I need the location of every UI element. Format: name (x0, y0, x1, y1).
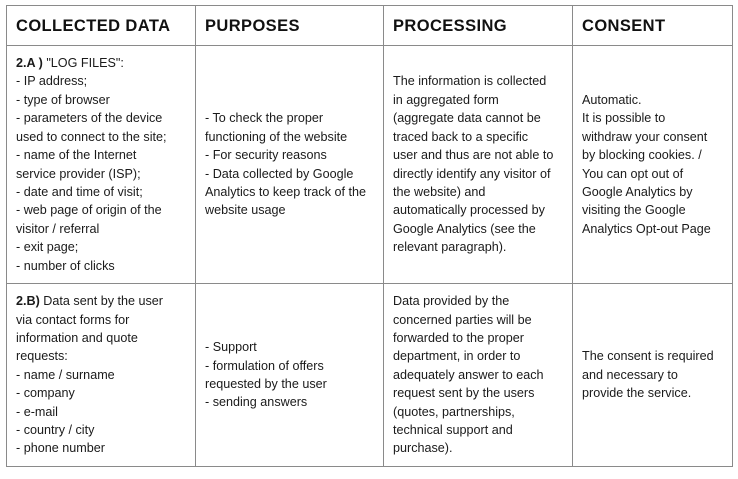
section-title: "LOG FILES": (42, 56, 124, 71)
processing-line: Data provided by the (393, 294, 510, 309)
header-processing: PROCESSING (384, 6, 573, 46)
purpose-line: - To check the proper (205, 111, 324, 126)
collected-line: - phone number (16, 441, 105, 456)
purpose-line: - sending answers (205, 395, 308, 410)
collected-line: used to connect to the site; (16, 129, 167, 144)
consent-line: You can opt out of (582, 166, 684, 181)
section-heading (16, 54, 191, 72)
collected-line: - number of clicks (16, 258, 115, 273)
consent-line: The consent is required (582, 349, 714, 364)
section-number: 2.B) (16, 294, 40, 309)
section-heading (16, 292, 191, 310)
consent-line: visiting the Google (582, 203, 686, 218)
collected-line: - company (16, 386, 75, 401)
collected-line: - exit page; (16, 240, 79, 255)
processing-line: adequately answer to each (393, 367, 544, 382)
table-row (7, 46, 733, 284)
consent-line: withdraw your consent (582, 129, 708, 144)
collected-line: - date and time of visit; (16, 184, 143, 199)
processing-line: (aggregate data cannot be (393, 111, 541, 126)
consent-line: Automatic. (582, 92, 642, 107)
header-purposes: PURPOSES (196, 6, 384, 46)
processing-line: technical support and (393, 423, 513, 438)
purpose-line: - Support (205, 340, 257, 355)
processing-line: Google Analytics (see the (393, 221, 536, 236)
purpose-line: - formulation of offers (205, 358, 324, 373)
cell-collected-data (7, 284, 196, 467)
collected-line: via contact forms for (16, 312, 130, 327)
collected-line: - name of the Internet (16, 148, 137, 163)
collected-line: information and quote (16, 330, 138, 345)
purpose-line: - For security reasons (205, 148, 327, 163)
purpose-line: website usage (205, 203, 286, 218)
processing-line: user and thus are not able to (393, 148, 554, 163)
cell-processing (384, 46, 573, 284)
processing-line: request sent by the users (393, 386, 535, 401)
processing-line: in aggregated form (393, 92, 499, 107)
header-collected-data: COLLECTED DATA (7, 6, 196, 46)
consent-line: Google Analytics by (582, 184, 693, 199)
collected-line: - name / surname (16, 367, 115, 382)
processing-line: (quotes, partnerships, (393, 404, 515, 419)
processing-line: directly identify any visitor of (393, 166, 551, 181)
cell-processing (384, 284, 573, 467)
collected-line: - type of browser (16, 92, 110, 107)
cell-purposes (196, 46, 384, 284)
collected-line: - IP address; (16, 74, 88, 89)
collected-line: requests: (16, 349, 68, 364)
table-row (7, 284, 733, 467)
processing-line: the website) and (393, 184, 486, 199)
purpose-line: - Data collected by Google (205, 166, 354, 181)
consent-line: by blocking cookies. / (582, 148, 702, 163)
processing-line: automatically processed by (393, 203, 545, 218)
purpose-line: Analytics to keep track of the (205, 184, 367, 199)
collected-line: - e-mail (16, 404, 58, 419)
cell-consent (573, 284, 733, 467)
collected-line: visitor / referral (16, 221, 100, 236)
cell-collected-data (7, 46, 196, 284)
cell-purposes (196, 284, 384, 467)
purpose-line: functioning of the website (205, 129, 348, 144)
processing-line: department, in order to (393, 349, 521, 364)
collected-line: service provider (ISP); (16, 166, 141, 181)
purpose-line: requested by the user (205, 377, 327, 391)
collected-line: - web page of origin of the (16, 203, 162, 218)
processing-line: forwarded to the proper (393, 330, 524, 345)
table-header-row (7, 6, 733, 46)
processing-line: concerned parties will be (393, 312, 532, 327)
consent-line: It is possible to (582, 111, 666, 126)
section-number: 2.A ) (16, 56, 43, 71)
cell-consent (573, 46, 733, 284)
collected-line: - parameters of the device (16, 111, 163, 126)
consent-line: and necessary to (582, 367, 678, 382)
header-consent: CONSENT (573, 6, 733, 46)
collected-line: - country / city (16, 423, 95, 438)
processing-line: purchase). (393, 441, 453, 456)
processing-line: relevant paragraph). (393, 240, 507, 255)
section-title: Data sent by the user (39, 294, 164, 309)
consent-line: Analytics Opt-out Page (582, 221, 711, 236)
processing-line: traced back to a specific (393, 129, 529, 144)
data-processing-table (6, 5, 733, 467)
consent-line: provide the service. (582, 386, 692, 401)
processing-line: The information is collected (393, 74, 547, 89)
